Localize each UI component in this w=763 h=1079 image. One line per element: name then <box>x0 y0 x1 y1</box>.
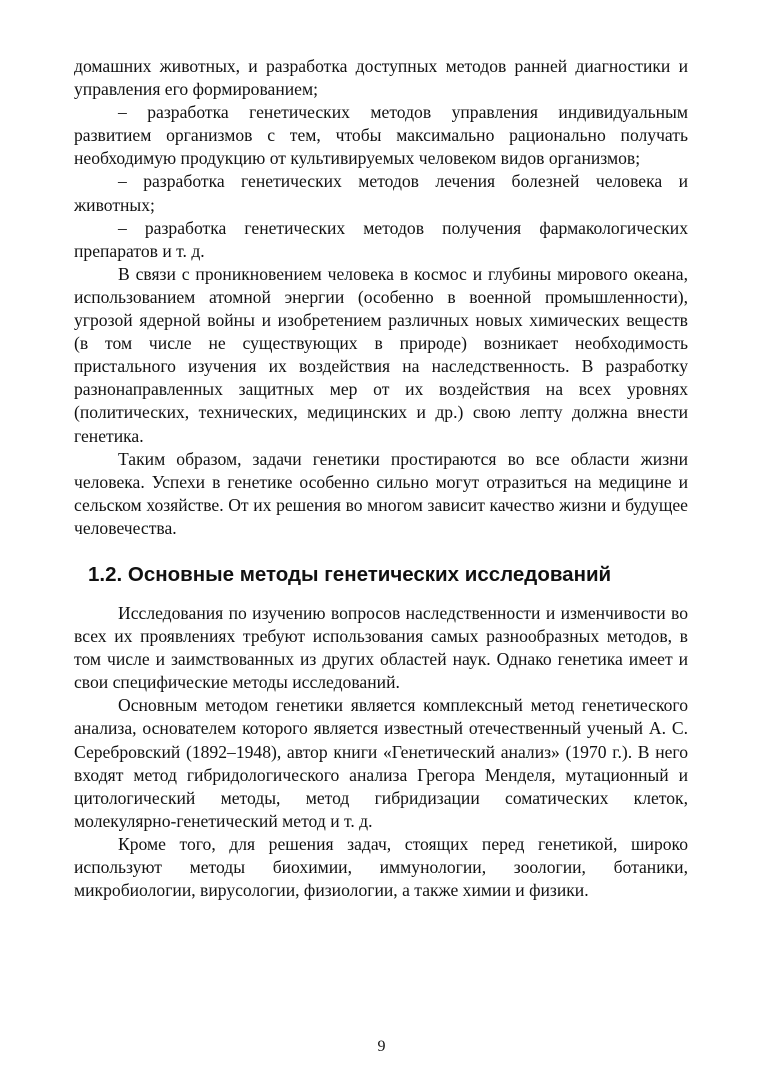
page-body <box>74 55 688 902</box>
paragraph-genetic-analysis: Основным методом генетики является комплексный метод генетического анализа, основателем которого является известный отечественный ученый А. С. Серебровский (1892–1948), автор книги «Генетический анализ» (1970 г.). В него входят метод гибридологического анализа Грегора Менделя, мутационный и цитологический методы, метод гибридизации соматических клеток, молекулярно-генетический метод и т. д. <box>74 695 688 831</box>
paragraph-environment-impact: В связи с проникновением человека в космос и глубины мирового океана, использованием атомной энергии (особенно в военной промышленности), угрозой ядерной войны и изобретением различных новых химических веществ (в том числе не существующих в природе) возникает необходимость пристального изучения их воздействия на наследственность. В разработку разнонаправленных защитных мер от их воздействия на всех уровнях (политических, технических, медицинских и др.) свою лепту должна внести генетика. <box>74 263 688 446</box>
paragraph-related-sciences: Кроме того, для решения задач, стоящих перед генетикой, широко используют методы биохимии, иммунологии, зоологии, ботаники, микробиологии, вирусологии, физиологии, а также химии и физики. <box>74 833 688 901</box>
page-number: 9 <box>377 1038 386 1055</box>
list-item-pharmacology: – разработка генетических методов получения фармакологических препаратов и т. д. <box>74 217 688 261</box>
paragraph-conclusion: Таким образом, задачи генетики простираются во все области жизни человека. Успехи в генетике особенно сильно могут отразиться на медицине и сельском хозяйстве. От их решения во многом зависит качество жизни и будущее человечества. <box>74 448 688 538</box>
list-item-disease-treatment: – разработка генетических методов лечения болезней человека и животных; <box>74 171 688 215</box>
paragraph-research-methods: Исследования по изучению вопросов наследственности и изменчивости во всех их проявлениях требуют использования самых разнообразных методов, в том числе и заимствованных из других областей наук. Однако генетика имеет и свои специфические методы исследований. <box>74 602 688 693</box>
list-item-development-control: – разработка генетических методов управления индивидуальным развитием организмов с тем, чтобы максимально рационально получать необходимую продукцию от культивируемых человеком видов организмов; <box>74 102 688 169</box>
section-heading: 1.2. Основные методы генетических исследований <box>88 562 612 586</box>
paragraph-continuation: домашних животных, и разработка доступных методов ранней диагностики и управления его формированием; <box>74 56 688 100</box>
